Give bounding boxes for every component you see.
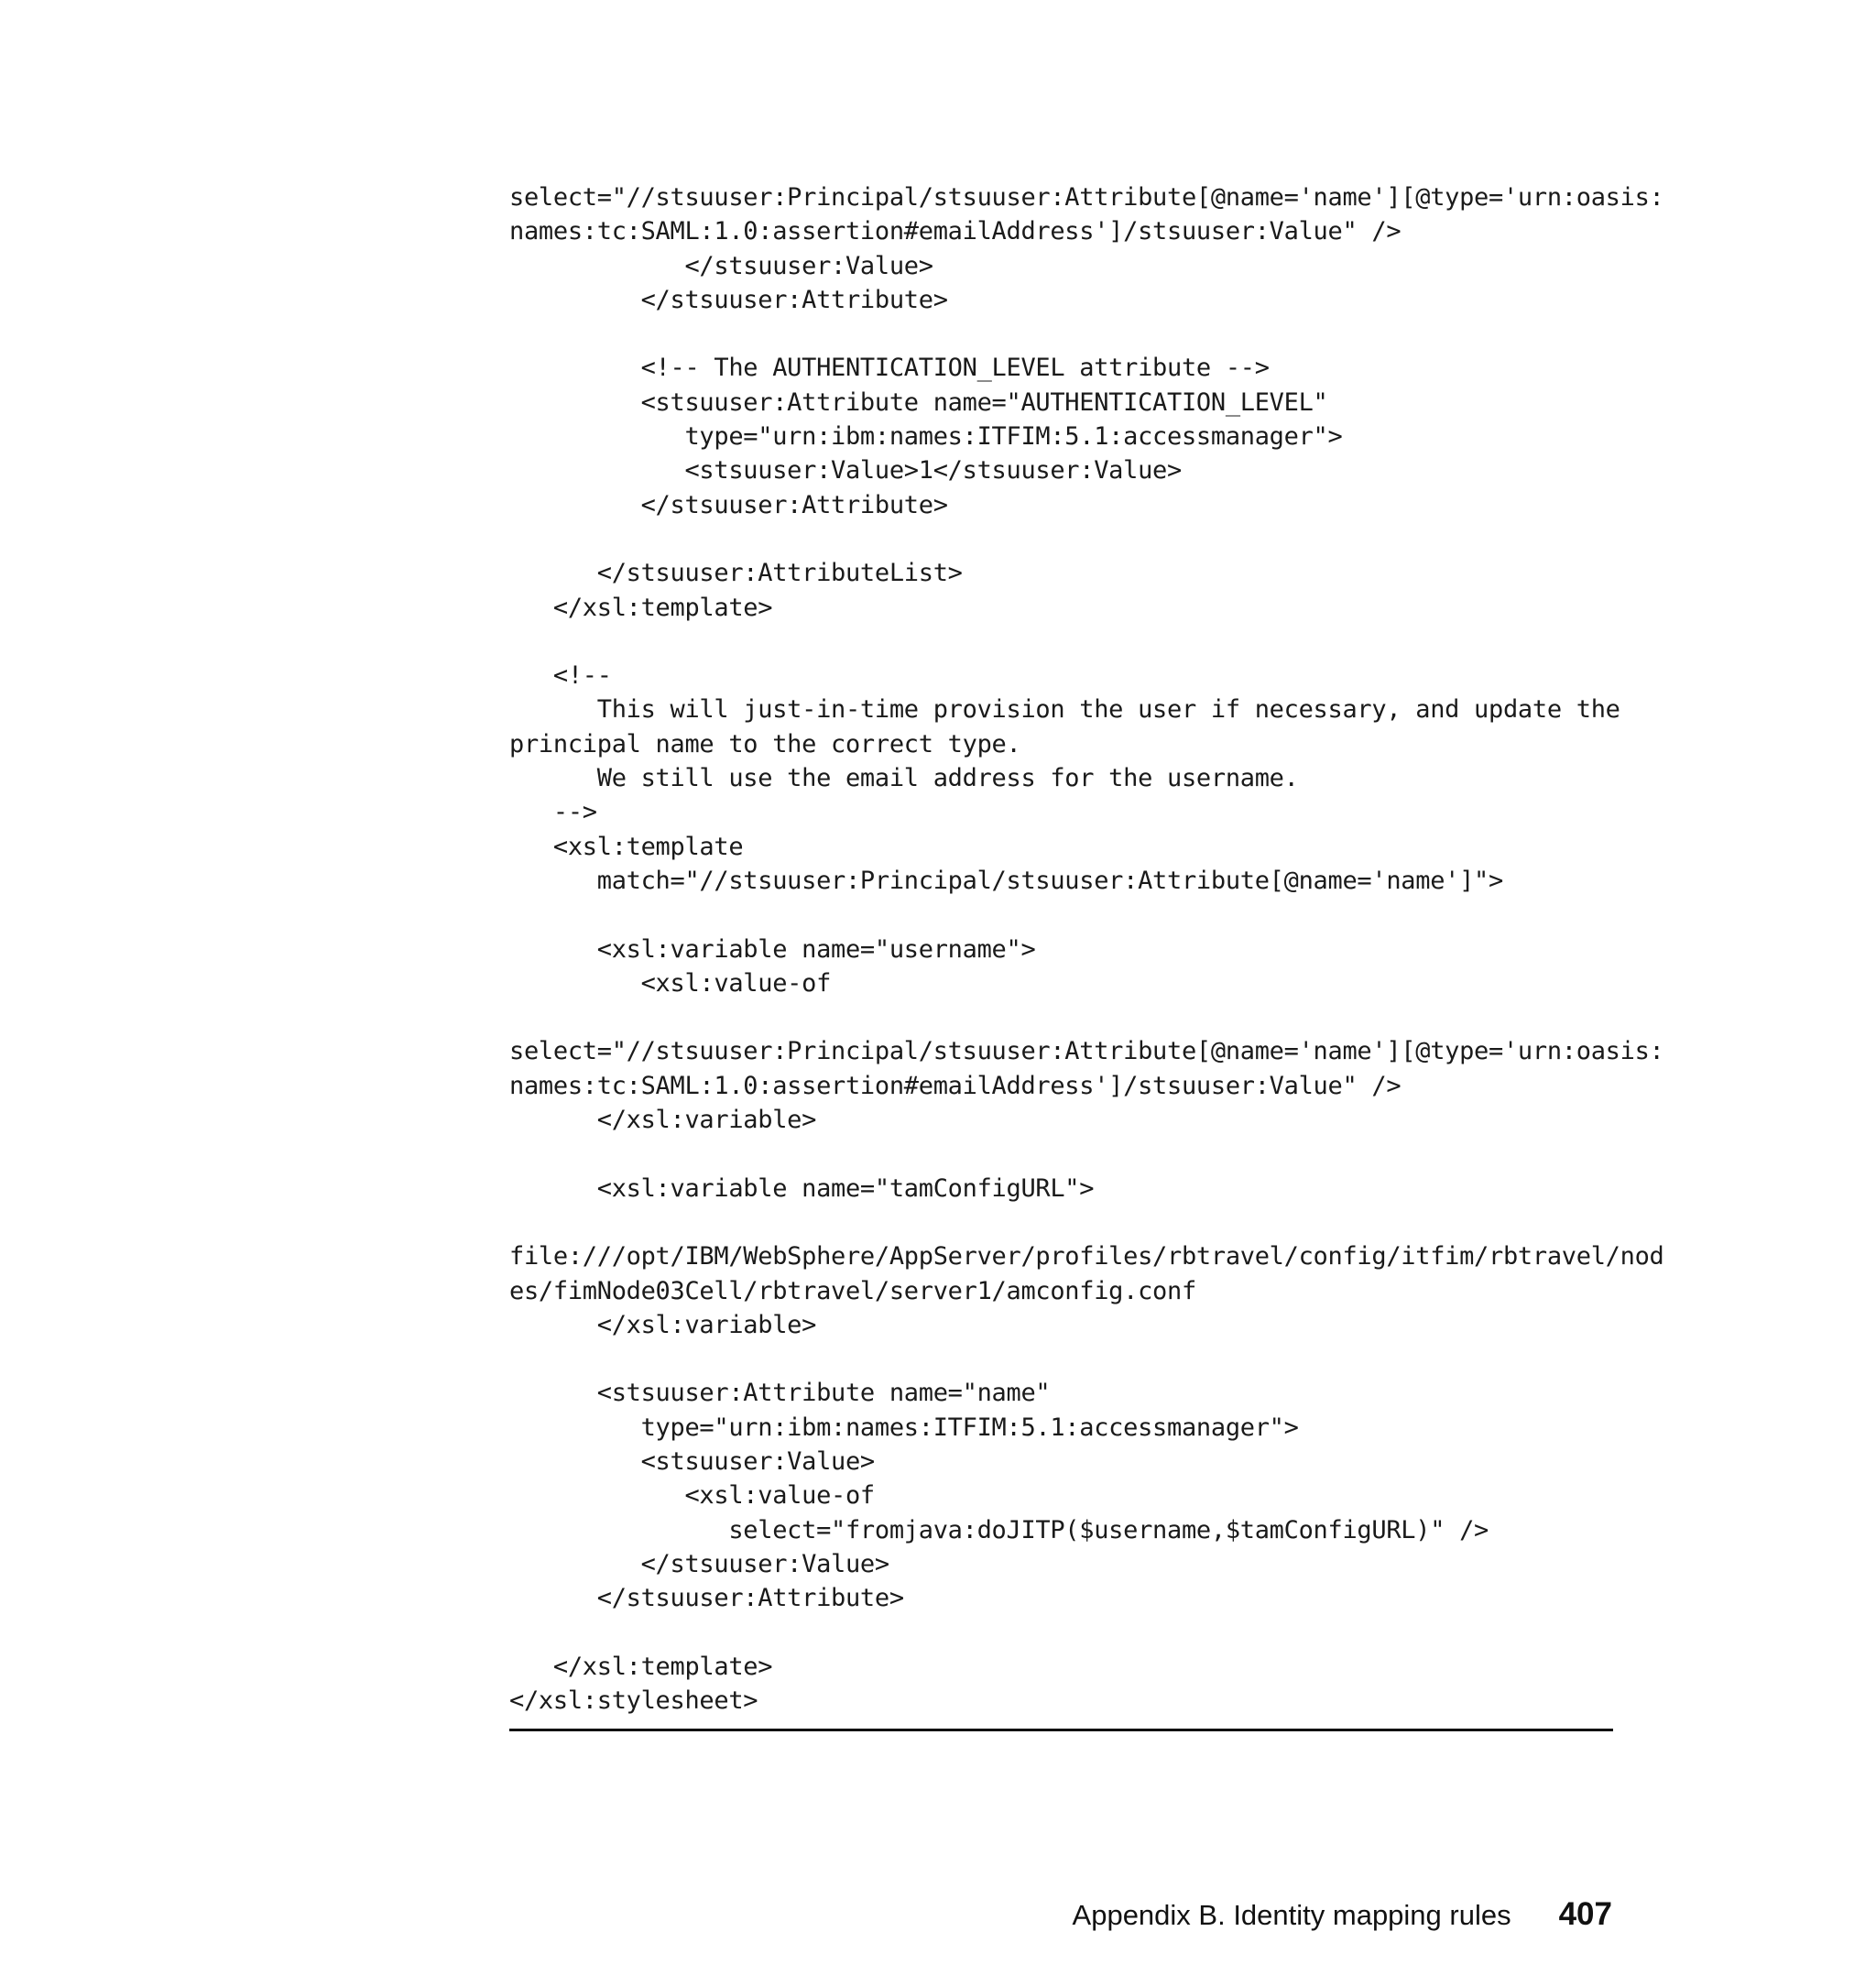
code-line: </stsuuser:Attribute> <box>509 1584 904 1613</box>
code-line: </xsl:template> <box>509 593 773 622</box>
code-line: </xsl:variable> <box>509 1106 817 1135</box>
code-line: <!-- The AUTHENTICATION_LEVEL attribute --> <box>509 354 1270 383</box>
code-line <box>509 898 1613 932</box>
code-line: </stsuuser:Attribute> <box>509 490 948 519</box>
code-line: </stsuuser:AttributeList> <box>509 559 963 588</box>
code-line: <stsuuser:Value> <box>509 1446 875 1476</box>
code-line: </xsl:template> <box>509 1652 773 1681</box>
code-line <box>509 625 1613 659</box>
code-line: select="//stsuuser:Principal/stsuuser:Attribute[@name='name'][@type='urn:oasis: <box>509 183 1664 212</box>
page-footer <box>1073 1896 1612 1933</box>
code-line: file:///opt/IBM/WebSphere/AppServer/profiles/rbtravel/config/itfim/rbtravel/nod <box>509 1242 1664 1271</box>
code-line <box>509 1342 1613 1376</box>
code-line: --> <box>509 798 597 827</box>
code-line: match="//stsuuser:Principal/stsuuser:Attribute[@name='name']"> <box>509 866 1503 895</box>
code-line: </stsuuser:Attribute> <box>509 285 948 314</box>
code-line: <xsl:template <box>509 832 744 861</box>
code-line: We still use the email address for the username. <box>509 764 1299 793</box>
code-line: <xsl:value-of <box>509 968 832 998</box>
code-line: <!-- <box>509 661 612 691</box>
code-line: <xsl:value-of <box>509 1481 875 1511</box>
code-line <box>509 522 1613 556</box>
code-line: type="urn:ibm:names:ITFIM:5.1:accessmanager"> <box>509 422 1343 452</box>
code-line: <stsuuser:Value>1</stsuuser:Value> <box>509 456 1182 486</box>
code-listing <box>509 180 1664 1718</box>
code-line: <xsl:variable name="username"> <box>509 934 1036 964</box>
code-line: </stsuuser:Value> <box>509 1549 889 1578</box>
code-line: select="//stsuuser:Principal/stsuuser:Attribute[@name='name'][@type='urn:oasis: <box>509 1037 1664 1066</box>
code-line <box>509 317 1613 351</box>
code-line: select="fromjava:doJITP($username,$tamConfigURL)" /> <box>509 1515 1489 1544</box>
code-line: </xsl:variable> <box>509 1310 817 1339</box>
code-end-rule <box>509 1729 1613 1731</box>
code-line: <xsl:variable name="tamConfigURL"> <box>509 1173 1095 1203</box>
code-line: </xsl:stylesheet> <box>509 1686 758 1716</box>
code-line <box>509 1137 1613 1171</box>
code-line <box>509 1206 1613 1239</box>
code-line: </stsuuser:Value> <box>509 251 933 280</box>
code-line: principal name to the correct type. <box>509 729 1021 758</box>
footer-page-number: 407 <box>1558 1896 1612 1932</box>
code-line: <stsuuser:Attribute name="AUTHENTICATION_LEVEL" <box>509 387 1328 417</box>
footer-chapter-title: Appendix B. Identity mapping rules <box>1072 1899 1511 1931</box>
code-line: type="urn:ibm:names:ITFIM:5.1:accessmanager"> <box>509 1413 1299 1442</box>
code-line <box>509 1615 1613 1649</box>
code-line: names:tc:SAML:1.0:assertion#emailAddress']/stsuuser:Value" /> <box>509 1071 1402 1100</box>
code-line: names:tc:SAML:1.0:assertion#emailAddress']/stsuuser:Value" /> <box>509 217 1402 246</box>
code-line: es/fimNode03Cell/rbtravel/server1/amconfig.conf <box>509 1276 1196 1305</box>
code-line: This will just-in-time provision the user if necessary, and update the <box>509 695 1620 725</box>
code-line: <stsuuser:Attribute name="name" <box>509 1379 1051 1408</box>
code-line <box>509 1000 1613 1034</box>
